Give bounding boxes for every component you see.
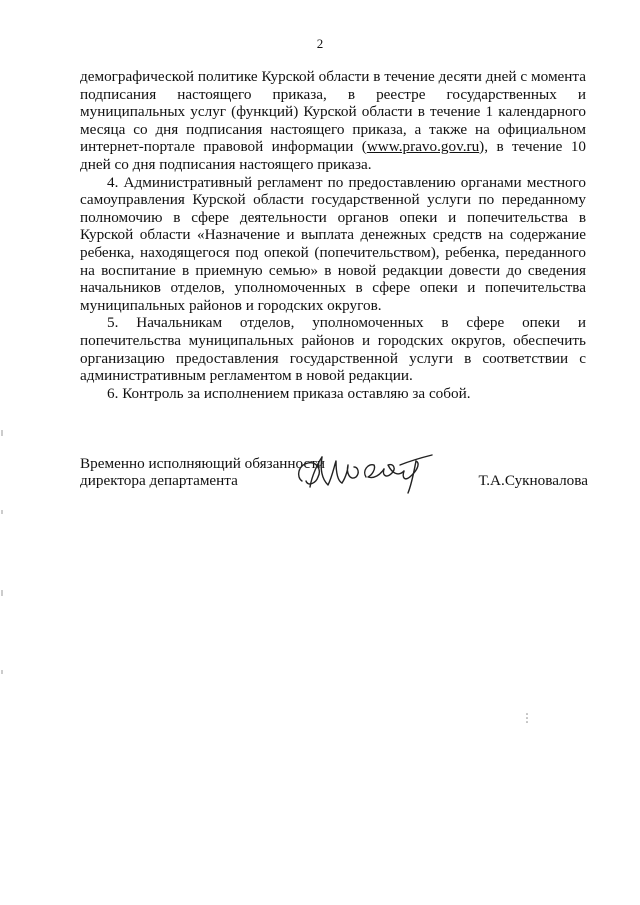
document-body (80, 68, 586, 402)
signatory-name: Т.А.Сукновалова (478, 472, 588, 489)
handwritten-signature (288, 447, 438, 503)
paragraph-continuation-end: ), в течение 10 дней со дня подписания настоящего приказа. (80, 138, 587, 173)
page-number: 2 (316, 36, 324, 51)
scan-noise-marks (524, 712, 530, 724)
signatory-position-line-2: директора департамента (80, 472, 238, 489)
item-6-paragraph: 6. Контроль за исполнением приказа оставляю за собой. (107, 384, 471, 402)
scan-edge-marks (0, 430, 6, 730)
paragraph-continuation (80, 68, 586, 174)
paragraph-continuation-text: демографической политике Курской области в течение десяти дней с момента подписания настоящего приказа, в реестре государственных и муниципальных услуг (функций) Курской области в течение 1 календарного месяца со дня подписания настоящего приказа, а также на официальном интернет-портале правовой информации ( (80, 68, 586, 156)
signatory-position-line-1: Временно исполняющий обязанности (80, 455, 326, 472)
pravo-link[interactable]: www.pravo.gov.ru (366, 138, 480, 156)
item-4-paragraph: 4. Административный регламент по предоставлению органами местного самоуправления Курской области государственной услуги по переданному полномочию в сфере деятельности органов опеки и попечительства в Курской области «Назначение и выплата денежных средств на содержание ребенка, находящегося под опекой (попечительством), ребенка, переданного на воспитание в приемную семью» в новой редакции довести до сведения начальников отделов, уполномоченных в сфере опеки и попечительства муниципальных районов и городских округов. (80, 173, 586, 314)
signature-block (80, 455, 588, 515)
item-5-paragraph: 5. Начальникам отделов, уполномоченных в сфере опеки и попечительства муниципальных районов и городских округов, обеспечить организацию предоставления государственной услуги в соответствии с административным регламентом в новой редакции. (80, 314, 586, 385)
